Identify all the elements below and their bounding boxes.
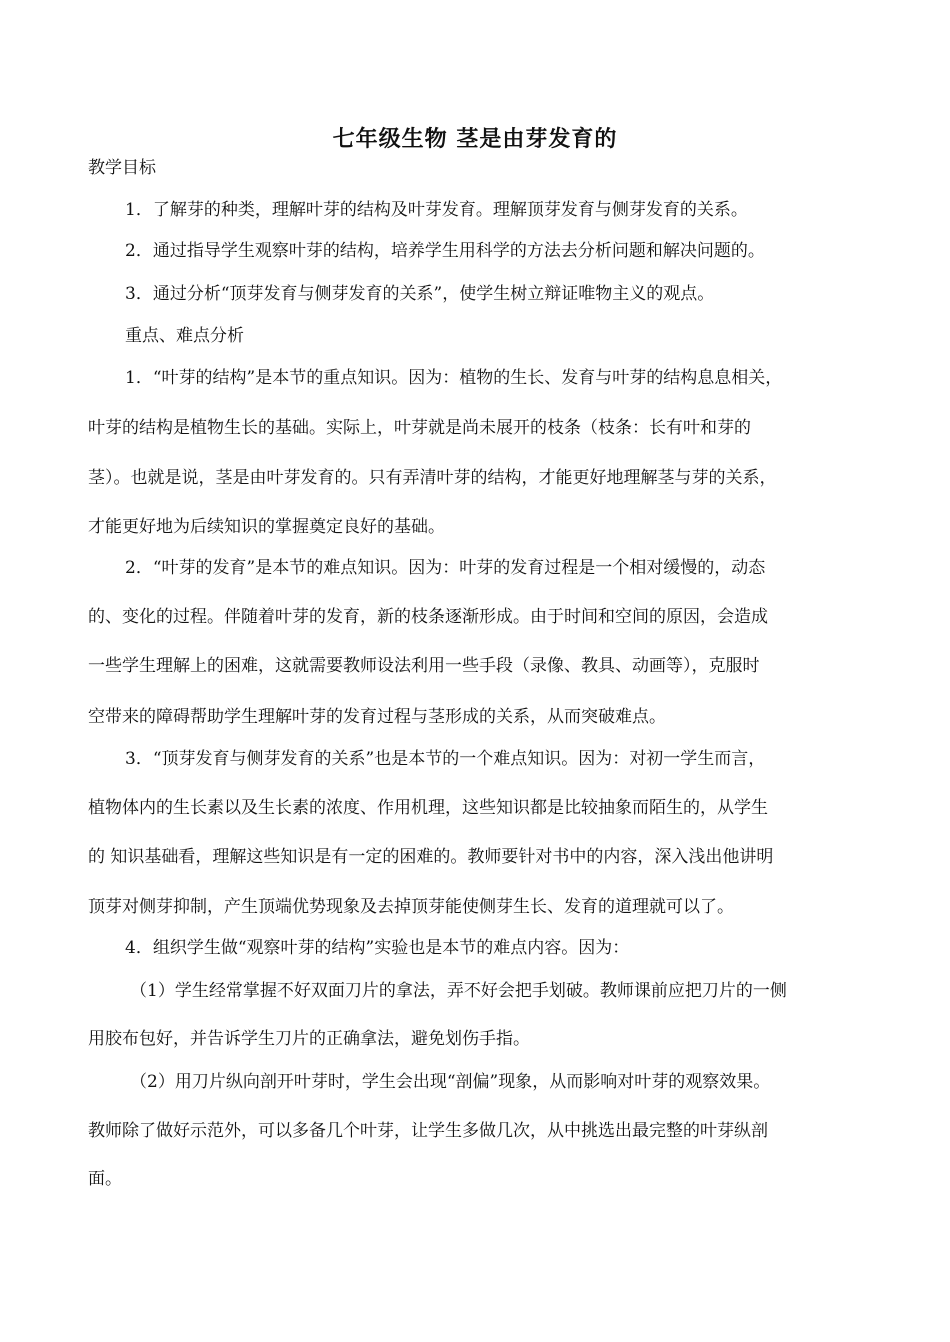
paragraph-line: 才能更好地为后续知识的掌握奠定良好的基础。 xyxy=(88,517,445,537)
paragraph-line: 一些学生理解上的困难，这就需要教师设法利用一些手段（录像、教具、动画等），克服时 xyxy=(88,656,760,676)
section-heading-key-points: 重点、难点分析 xyxy=(125,326,244,346)
paragraph-line: 1．“叶芽的结构”是本节的重点知识。因为：植物的生长、发育与叶芽的结构息息相关， xyxy=(125,368,783,388)
paragraph-line: 3．“顶芽发育与侧芽发育的关系”也是本节的一个难点知识。因为：对初一学生而言， xyxy=(125,749,766,769)
paragraph-line: 面。 xyxy=(88,1169,122,1189)
paragraph-line: 茎）。也就是说，茎是由叶芽发育的。只有弄清叶芽的结构，才能更好地理解茎与芽的关系， xyxy=(88,468,777,488)
paragraph-line: 用胶布包好，并告诉学生刀片的正确拿法，避免划伤手指。 xyxy=(88,1029,530,1049)
paragraph-line: （1）学生经常掌握不好双面刀片的拿法，弄不好会把手划破。教师课前应把刀片的一侧 xyxy=(130,981,787,1001)
objective-3: 3．通过分析“顶芽发育与侧芽发育的关系”，使学生树立辩证唯物主义的观点。 xyxy=(125,284,715,304)
document-title: 七年级生物 茎是由芽发育的 xyxy=(332,127,618,152)
objective-2: 2．通过指导学生观察叶芽的结构，培养学生用科学的方法去分析问题和解决问题的。 xyxy=(125,241,765,261)
paragraph-line: 植物体内的生长素以及生长素的浓度、作用机理，这些知识都是比较抽象而陌生的，从学生 xyxy=(88,798,768,818)
paragraph-line: 叶芽的结构是植物生长的基础。实际上，叶芽就是尚未展开的枝条（枝条：长有叶和芽的 xyxy=(88,418,751,438)
objective-1: 1．了解芽的种类，理解叶芽的结构及叶芽发育。理解顶芽发育与侧芽发育的关系。 xyxy=(125,200,748,220)
section-heading-objectives: 教学目标 xyxy=(88,158,156,178)
paragraph-line: 的 知识基础看，理解这些知识是有一定的困难的。教师要针对书中的内容，深入浅出他讲明 xyxy=(88,847,774,867)
paragraph-line: 空带来的障碍帮助学生理解叶芽的发育过程与茎形成的关系，从而突破难点。 xyxy=(88,707,666,727)
paragraph-line: 教师除了做好示范外，可以多备几个叶芽，让学生多做几次，从中挑选出最完整的叶芽纵剖 xyxy=(88,1121,768,1141)
paragraph-line: 2．“叶芽的发育”是本节的难点知识。因为：叶芽的发育过程是一个相对缓慢的，动态 xyxy=(125,558,766,578)
paragraph-line: 4．组织学生做“观察叶芽的结构”实验也是本节的难点内容。因为： xyxy=(125,938,630,958)
paragraph-line: 的、变化的过程。伴随着叶芽的发育，新的枝条逐渐形成。由于时间和空间的原因，会造成 xyxy=(88,607,768,627)
paragraph-line: 顶芽对侧芽抑制，产生顶端优势现象及去掉顶芽能使侧芽生长、发育的道理就可以了。 xyxy=(88,897,734,917)
paragraph-line: （2）用刀片纵向剖开叶芽时，学生会出现“剖偏”现象，从而影响对叶芽的观察效果。 xyxy=(130,1072,771,1092)
